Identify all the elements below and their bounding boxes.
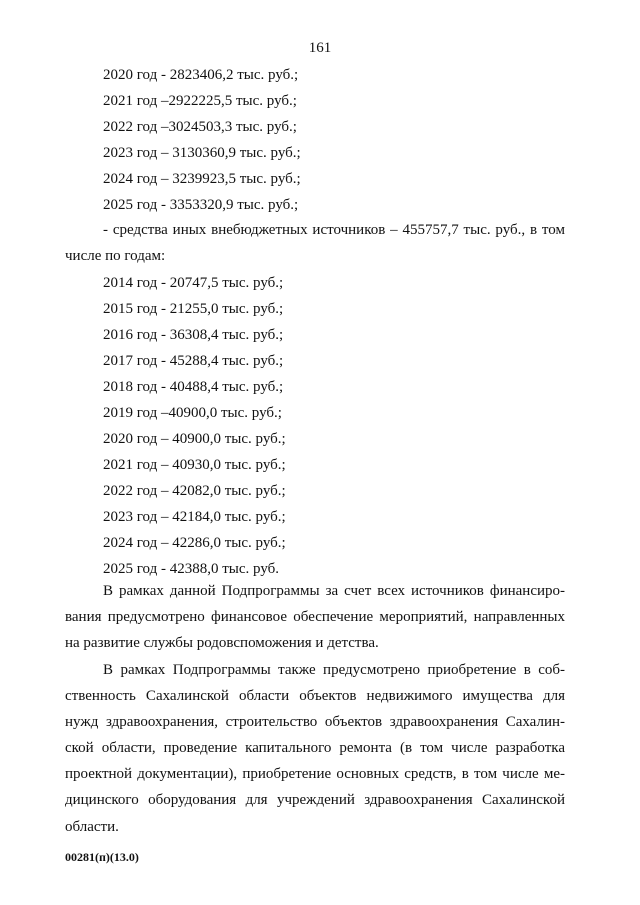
- other-2022: 2022 год – 42082,0 тыс. руб.;: [103, 483, 286, 499]
- other-2023: 2023 год – 42184,0 тыс. руб.;: [103, 509, 286, 525]
- other-2025: 2025 год - 42388,0 тыс. руб.: [103, 561, 280, 577]
- paragraph-row: проектной документации), приобретение основных средств, в том числе ме-: [65, 766, 565, 783]
- paragraph-row: ственность Сахалинской области объектов недвижимого имущества для: [65, 688, 565, 705]
- other-2016: 2016 год - 36308,4 тыс. руб.;: [103, 327, 284, 343]
- other-2018: 2018 год - 40488,4 тыс. руб.;: [103, 379, 284, 395]
- footer-document-code: 00281(п)(13.0): [65, 850, 139, 864]
- funding-2023: 2023 год – 3130360,9 тыс. руб.;: [103, 145, 301, 161]
- funding-2020: 2020 год - 2823406,2 тыс. руб.;: [103, 67, 299, 83]
- other-2014: 2014 год - 20747,5 тыс. руб.;: [103, 275, 284, 291]
- paragraph-row: В рамках Подпрограммы также предусмотрено приобретение в соб-: [103, 662, 565, 678]
- other-sources-paragraph: [65, 217, 565, 269]
- other-sources-row: - средства иных внебюджетных источников – 455757,7 тыс. руб., в том: [103, 222, 565, 238]
- other-2017: 2017 год - 45288,4 тыс. руб.;: [103, 353, 284, 369]
- other-sources-row: числе по годам:: [65, 248, 166, 265]
- page-number: 161: [308, 40, 332, 56]
- other-2024: 2024 год – 42286,0 тыс. руб.;: [103, 535, 286, 551]
- paragraph-maternity: [65, 578, 565, 656]
- paragraph-row: нужд здравоохранения, строительство объектов здравоохранения Сахалин-: [65, 714, 565, 731]
- other-2015: 2015 год - 21255,0 тыс. руб.;: [103, 301, 284, 317]
- funding-2025: 2025 год - 3353320,9 тыс. руб.;: [103, 197, 299, 213]
- paragraph-row: ской области, проведение капитального ремонта (в том числе разработка: [65, 740, 565, 757]
- paragraph-row: В рамках данной Подпрограммы за счет всех источников финансиро-: [103, 583, 565, 599]
- funding-2021: 2021 год –2922225,5 тыс. руб.;: [103, 93, 297, 109]
- other-2021: 2021 год – 40930,0 тыс. руб.;: [103, 457, 286, 473]
- paragraph-row: области.: [65, 818, 119, 835]
- other-2020: 2020 год – 40900,0 тыс. руб.;: [103, 431, 286, 447]
- paragraph-row: на развитие службы родовспоможения и детства.: [65, 635, 379, 652]
- paragraph-property: [65, 657, 565, 840]
- funding-2024: 2024 год – 3239923,5 тыс. руб.;: [103, 171, 301, 187]
- other-2019: 2019 год –40900,0 тыс. руб.;: [103, 405, 282, 421]
- paragraph-row: вания предусмотрено финансовое обеспечение мероприятий, направленных: [65, 609, 565, 626]
- funding-2022: 2022 год –3024503,3 тыс. руб.;: [103, 119, 297, 135]
- paragraph-row: дицинского оборудования для учреждений здравоохранения Сахалинской: [65, 792, 565, 809]
